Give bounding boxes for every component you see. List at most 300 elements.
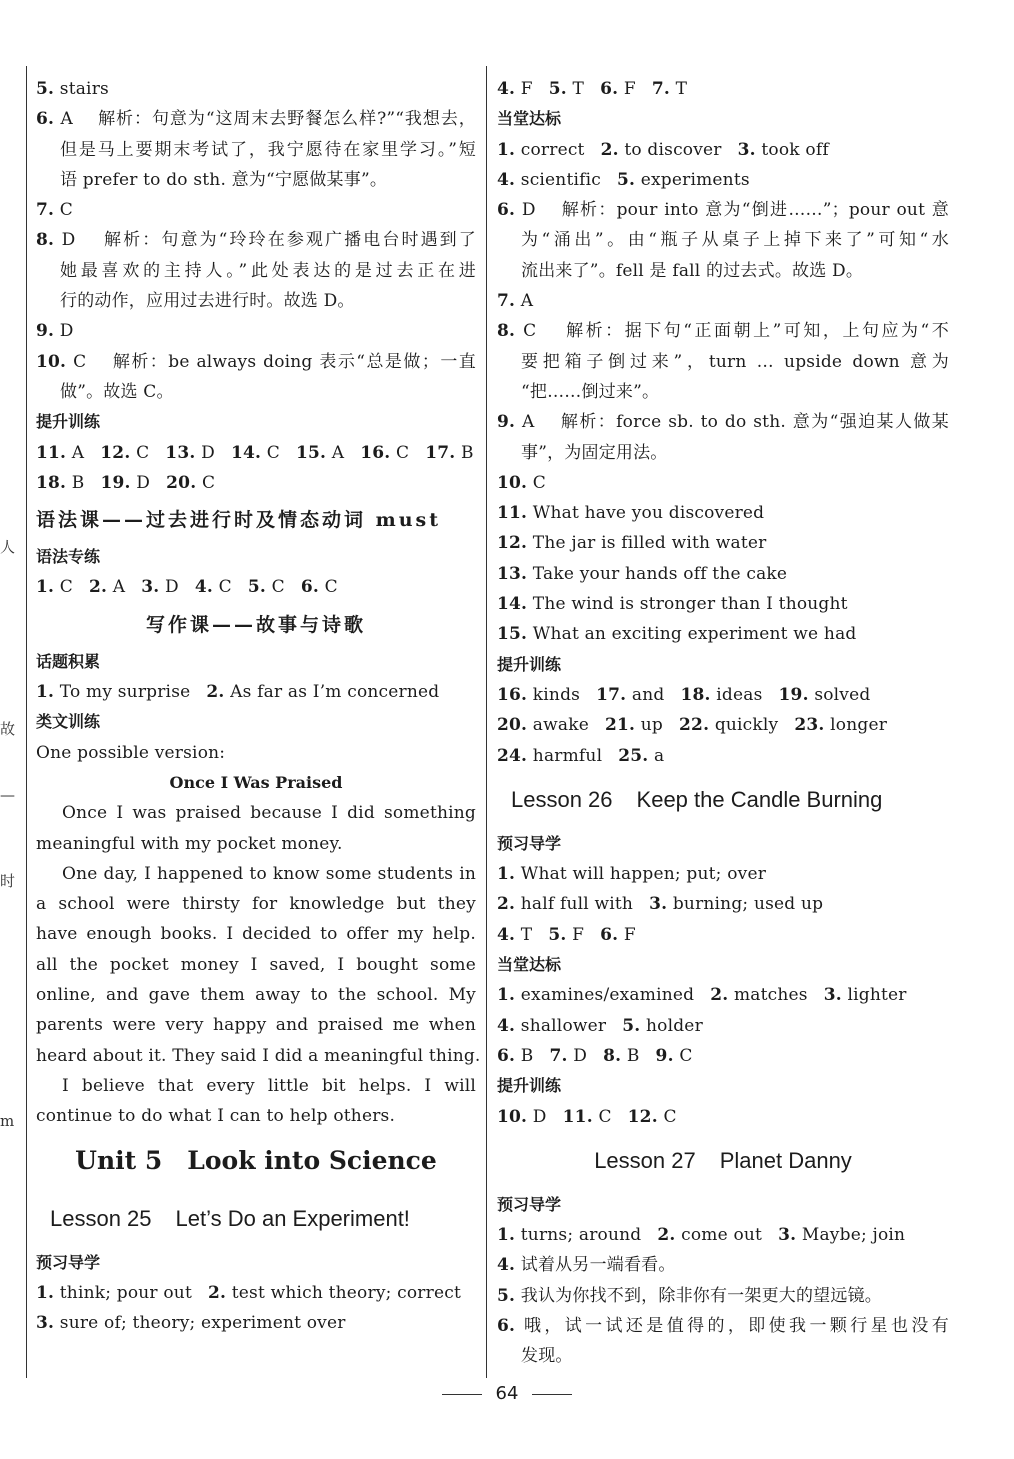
item-number: 7. [36,200,55,221]
item-answer: awake [532,715,589,736]
item-number: 7. [497,291,516,312]
lesson-name: Keep the Candle Burning [636,786,883,812]
lesson-title [497,771,949,829]
item-answer: D [201,442,215,463]
item-number: 1. [36,1282,55,1303]
item-number: 6. [600,79,619,99]
item-number: 9. [36,321,55,342]
text-line [497,195,949,225]
answer-item [794,715,887,735]
item-text: have enough books. I decided to offer my help. [36,924,476,945]
answer-item [195,577,232,597]
answer-item [497,79,533,99]
item-number: 25. [618,745,649,766]
item-number: 5. [548,79,567,99]
item-answer: scientific [520,169,601,190]
text-line [497,407,949,437]
item-answer: experiments [640,169,750,190]
item-answer: C [271,577,285,598]
text-line [36,980,476,1010]
item-text: meaningful with my pocket money. [36,833,343,854]
item-number: 8. [36,230,55,251]
item-answer: turns; around [520,1225,642,1246]
item-answer: C [59,577,73,598]
item-number: 17. [596,684,627,705]
text-line [36,1010,476,1040]
answer-item [296,443,344,463]
item-text: What an exciting experiment we had [532,624,857,645]
page-number [0,1383,1014,1404]
item-number: 19. [100,472,131,493]
text-line [497,1341,949,1371]
item-number: 1. [497,139,516,160]
item-number: 2. [657,1225,676,1246]
answer-item [605,715,663,735]
item-text: 做”。故选 C。 [60,381,174,402]
answer-item [563,1107,612,1127]
item-number: 6. [300,577,319,598]
item-text: parents were very happy and praised me when [36,1015,476,1036]
subsection-heading: 提升训练 [36,412,101,432]
item-answer: F [572,924,585,945]
answer-item [618,746,664,766]
item-number: 2. [600,139,619,160]
text-line [36,74,476,104]
item-number: 5. [622,1015,641,1036]
item-answer: burning; used up [672,894,824,915]
item-answer: F [623,924,636,945]
item-number: 15. [497,624,528,645]
answer-item [657,1225,762,1245]
item-number: 3. [36,1313,55,1334]
item-number: 4. [497,1015,516,1036]
item-number: 5. [36,79,55,99]
text-line [36,859,476,889]
subsection-heading: 预习导学 [497,1194,562,1214]
item-answer: come out [681,1225,763,1246]
answer-item [779,685,871,705]
text-line [497,286,949,316]
answer-item [100,443,149,463]
unit-title: Unit 5 Look into Science [75,1145,437,1175]
item-number: 10. [497,1106,528,1127]
answer-row [36,572,476,602]
text-line [497,347,949,377]
item-number: 2. [710,985,729,1006]
item-number: 4. [497,1255,516,1276]
text-line [497,498,949,528]
item-text: What have you discovered [532,503,765,524]
item-answer: C [136,442,150,463]
item-number: 10. [497,472,528,493]
item-number: 20. [497,715,528,736]
left-column-rule [26,66,27,1378]
answer-item [360,443,409,463]
subsection-heading: 提升训练 [497,654,562,674]
text-line [36,829,476,859]
answer-item [600,925,636,945]
item-number: 23. [794,715,825,736]
item-answer: As far as I’m concerned [230,682,440,703]
text-line [497,377,949,407]
item-text: heard about it. They said I did a meaningful thing. [36,1045,481,1066]
answer-row [36,1278,476,1308]
item-answer: correct [520,139,585,160]
item-answer: kinds [532,684,581,705]
answer-item [497,1225,641,1245]
item-answer: D [165,577,179,598]
item-text: C [532,472,547,493]
item-number: 5. [497,1285,516,1306]
text-line [36,377,476,407]
item-number: 6. [497,1315,516,1336]
answer-item [549,79,584,99]
lesson-number: Lesson 26 [511,786,613,812]
item-number: 14. [497,594,528,615]
margin-fragment: 时 [0,872,16,890]
item-text: A [520,291,534,312]
item-answer: sure of; theory; experiment over [59,1313,346,1334]
item-answer: A [71,442,85,463]
subsection-heading: 类文训练 [36,712,101,732]
item-number: 6. [36,109,55,130]
item-number: 13. [497,563,528,584]
answer-row [36,438,476,468]
answer-item [497,1046,533,1066]
answer-item [601,140,722,160]
item-text: 试着从另一端看看。 [520,1255,676,1276]
text-line [36,286,476,316]
item-number: 19. [778,684,809,705]
item-text: all the pocket money I saved, I bought some [36,954,476,975]
answer-item [36,443,84,463]
item-number: 1. [497,864,516,885]
item-number: 1. [497,985,516,1006]
answer-item [36,577,73,597]
answer-item [89,577,125,597]
answer-row [497,889,949,919]
answer-item [36,1313,346,1333]
text-line [497,1311,949,1341]
item-answer: took off [761,139,829,160]
column-divider [486,66,487,1378]
answer-item [497,925,532,945]
item-number: 3. [778,1225,797,1246]
answer-item [652,79,687,99]
text-line [497,589,949,619]
item-number: 13. [165,442,196,463]
item-number: 12. [627,1106,658,1127]
subsection-heading: 当堂达标 [497,109,562,129]
text-line [497,468,949,498]
item-text: D 解析：pour into 意为“倒进……”；pour out 意 [521,200,949,221]
answer-item [679,715,778,735]
answer-item [710,985,808,1005]
item-number: 3. [737,139,756,160]
lesson-title [36,1190,476,1248]
item-answer: up [640,715,664,736]
text-line [36,225,476,255]
margin-fragment: 故 [0,720,16,738]
item-number: 2. [497,894,516,915]
item-answer: C [201,472,216,493]
item-answer: shallower [520,1015,607,1036]
item-number: 1. [36,682,55,703]
item-answer: D [573,1045,588,1066]
answer-row [497,165,949,195]
answer-item [165,443,215,463]
subsection-heading: 提升训练 [497,1076,562,1096]
text-line [36,1101,476,1131]
text-line [36,104,476,134]
text-line [36,950,476,980]
answer-row [497,1041,949,1071]
answer-item [206,682,439,702]
item-answer: A [112,577,126,598]
text-line [497,528,949,558]
answer-row [497,680,949,710]
text-line [497,619,949,649]
text-line [36,347,476,377]
item-number: 2. [206,682,225,703]
right-column [497,74,949,1372]
item-text: stairs [59,79,109,99]
answer-item [497,685,580,705]
answer-item [738,140,829,160]
answer-item [549,1046,587,1066]
item-number: 1. [36,577,55,598]
item-answer: B [461,442,474,463]
section-title: 写作课——故事与诗歌 [145,613,366,636]
answer-item [497,715,589,735]
item-number: 21. [604,715,636,736]
item-number: 3. [823,985,842,1006]
item-number: 9. [497,412,516,433]
page-number-value: 64 [495,1383,519,1404]
answer-item [824,985,907,1005]
item-text: C [59,200,73,221]
text-line [36,256,476,286]
item-number: 5. [247,577,266,598]
item-answer: F [520,79,533,99]
item-number: 11. [36,442,67,463]
item-answer: What will happen; put; over [520,864,767,885]
margin-fragment: m [0,1112,15,1130]
text-line [36,1071,476,1101]
answer-item [166,473,215,493]
item-text: 语 prefer to do sth. 意为“宁愿做某事”。 [60,169,388,190]
item-answer: a [654,745,665,766]
item-answer: quickly [714,715,779,736]
section-title: 语法课——过去进行时及情态动词 must [36,509,442,532]
answer-item [36,682,190,702]
answer-row [36,1308,476,1338]
answer-item [596,685,664,705]
item-number: 4. [497,169,516,190]
answer-item [208,1283,461,1303]
item-number: 2. [207,1282,227,1303]
item-text: A 解析：force sb. to do sth. 意为“强迫某人做某 [521,412,949,433]
item-answer: C [266,442,280,463]
item-number: 18. [680,684,711,705]
answer-item [497,864,766,884]
item-answer: D [136,472,151,493]
item-answer: examines/examined [520,985,695,1006]
item-answer: C [396,442,410,463]
text-line [497,438,949,468]
answer-item [628,1107,677,1127]
margin-fragment: 人 [0,538,16,556]
lesson-name: Planet Danny [719,1147,852,1173]
answer-row [497,135,949,165]
item-number: 4. [497,79,516,99]
item-answer: holder [646,1015,703,1036]
answer-row [36,677,476,707]
item-answer: C [218,577,232,598]
answer-item [617,170,750,190]
item-text: 行的动作，应用过去进行时。故选 D。 [60,291,355,312]
item-answer: longer [830,715,888,736]
answer-item [649,894,823,914]
item-number: 7. [549,1045,568,1066]
subsection-heading: 话题积累 [36,651,101,671]
item-text: “把……倒过来”。 [521,381,660,402]
item-answer: matches [733,985,808,1006]
item-answer: test which theory; correct [231,1282,461,1303]
answer-row [497,1102,949,1132]
item-number: 11. [497,503,528,524]
item-answer: F [623,79,636,99]
item-text: 但是马上要期末考试了，我宁愿待在家里学习。”短 [60,139,476,160]
item-number: 6. [497,1045,516,1066]
item-answer: solved [814,684,871,705]
answer-item [248,577,285,597]
answer-row [497,920,949,950]
answer-item [656,1046,693,1066]
page-number-dash [532,1394,572,1395]
item-text: Once I was praised because I did something [62,803,476,824]
text-line [36,919,476,949]
text-line [36,316,476,346]
item-answer: To my surprise [59,682,191,703]
subsection-heading: 预习导学 [36,1252,101,1272]
answer-item [425,443,474,463]
answer-item [497,746,602,766]
item-number: 2. [88,577,108,598]
item-text: D 解析：句意为“玲玲在参观广播电台时遇到了 [61,230,476,251]
item-text: 要把箱子倒过来”，turn … upside down 意为 [521,351,949,372]
answer-item [36,473,85,493]
item-number: 4. [497,924,516,945]
answer-item [548,925,584,945]
text-line [497,256,949,286]
answer-row [497,859,949,889]
item-answer: C [598,1106,612,1127]
item-text: Take your hands off the cake [532,563,788,584]
answer-item [497,170,601,190]
item-answer: T [520,924,533,945]
item-text: One possible version: [36,742,226,763]
text-line [497,1281,949,1311]
item-answer: half full with [520,894,634,915]
subsection-heading: 语法专练 [36,547,101,567]
answer-item [622,1016,703,1036]
item-text: A 解析：句意为“这周末去野餐怎么样?”“我想去， [60,109,476,130]
item-number: 12. [497,533,528,554]
text-line [497,316,949,346]
essay-title: Once I Was Praised [169,772,343,792]
item-text: a school were thirsty for knowledge but they [36,894,476,915]
item-text: C 解析：据下句“正面朝上”可知，上句应为“不 [523,321,949,342]
answer-item [603,1046,639,1066]
item-answer: and [631,684,665,705]
answer-item [141,577,179,597]
item-number: 8. [497,321,516,342]
answer-row [497,1011,949,1041]
answer-item [600,79,636,99]
item-answer: think; pour out [59,1282,192,1303]
item-number: 15. [295,442,327,463]
item-number: 8. [603,1045,622,1066]
answer-item [497,894,633,914]
margin-fragment: — [0,786,15,804]
item-number: 1. [497,1225,516,1246]
item-text: continue to do what I can to help others. [36,1106,396,1127]
item-number: 5. [548,924,567,945]
item-answer: T [675,79,688,99]
item-text: online, and gave them away to the school. My [36,985,476,1006]
item-number: 6. [600,924,619,945]
item-answer: B [71,472,85,493]
item-answer: B [626,1045,640,1066]
left-column [36,74,481,1338]
item-number: 14. [230,442,262,463]
item-number: 12. [100,442,131,463]
answer-row [497,980,949,1010]
item-text: 流出来了”。fell 是 fall 的过去式。故选 D。 [521,260,864,281]
item-answer: C [679,1045,693,1066]
item-number: 17. [425,442,456,463]
item-text: 我认为你找不到，除非你有一架更大的望远镜。 [520,1285,882,1306]
subsection-heading: 预习导学 [497,833,562,853]
text-line [36,195,476,225]
item-answer: to discover [624,139,722,160]
subsection-heading: 当堂达标 [497,955,562,975]
answer-item [231,443,280,463]
answer-item [36,1283,192,1303]
answer-item [497,1016,606,1036]
item-text: 事”，为固定用法。 [521,442,668,463]
item-text: C 解析：be always doing 表示“总是做；一直 [73,351,476,372]
answer-item [497,1107,547,1127]
item-number: 7. [651,79,670,99]
item-text: D [59,321,74,342]
item-text: 为“涌出”。由“瓶子从桌子上掉下来了”可知“水 [521,230,949,251]
item-answer: A [331,442,345,463]
item-number: 6. [497,200,516,221]
item-number: 4. [194,577,213,598]
item-answer: T [572,79,585,99]
answer-item [497,140,585,160]
item-number: 11. [562,1106,593,1127]
lesson-name: Let’s Do an Experiment! [175,1205,410,1231]
answer-row [497,74,949,104]
item-text: The wind is stronger than I thought [532,594,848,615]
item-answer: C [663,1106,677,1127]
item-answer: Maybe; join [801,1225,906,1246]
item-answer: C [324,577,338,598]
answer-item [101,473,151,493]
